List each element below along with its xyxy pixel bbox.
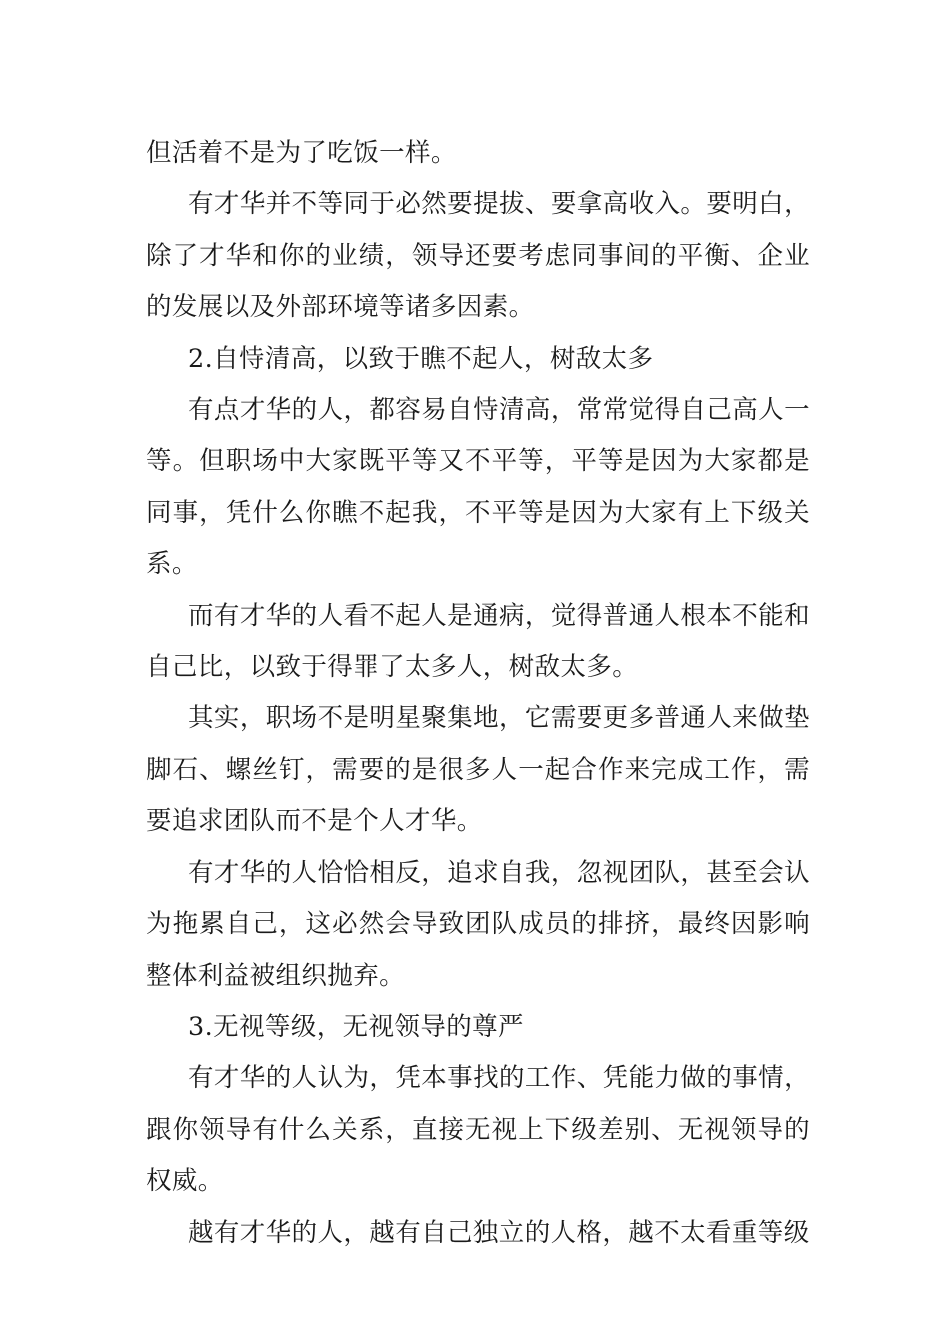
paragraph-common-fault: 而有才华的人看不起人是通病，觉得普通人根本不能和自己比，以致于得罪了太多人，树敌太多。 bbox=[146, 600, 810, 683]
paragraph-continuation: 但活着不是为了吃饭一样。 bbox=[146, 138, 457, 168]
paragraph-opposite: 有才华的人恰恰相反，追求自我，忽视团队，甚至会认为拖累自己，这必然会导致团队成员的排挤，最终因影响整体利益被组织抛弃。 bbox=[146, 857, 810, 991]
document-body bbox=[146, 128, 810, 1259]
paragraph-ignore-hierarchy: 有才华的人认为，凭本事找的工作、凭能力做的事情，跟你领导有什么关系，直接无视上下级差别、无视领导的权威。 bbox=[146, 1063, 810, 1197]
section-heading-2: 2.自恃清高，以致于瞧不起人，树敌太多 bbox=[188, 343, 654, 374]
section-heading-3: 3.无视等级，无视领导的尊严 bbox=[188, 1011, 524, 1042]
paragraph-workplace-team: 其实，职场不是明星聚集地，它需要更多普通人来做垫脚石、螺丝钉，需要的是很多人一起合作来完成工作，需要追求团队而不是个人才华。 bbox=[146, 703, 810, 837]
paragraph-talent-promotion: 有才华并不等同于必然要提拔、要拿高收入。要明白，除了才华和你的业绩，领导还要考虑同事间的平衡、企业的发展以及外部环境等诸多因素。 bbox=[146, 189, 810, 323]
paragraph-arrogance: 有点才华的人，都容易自恃清高，常常觉得自己高人一等。但职场中大家既平等又不平等，平等是因为大家都是同事，凭什么你瞧不起我，不平等是因为大家有上下级关系。 bbox=[146, 395, 810, 580]
paragraph-independent-personality: 越有才华的人，越有自己独立的人格，越不太看重等级 bbox=[188, 1217, 810, 1248]
